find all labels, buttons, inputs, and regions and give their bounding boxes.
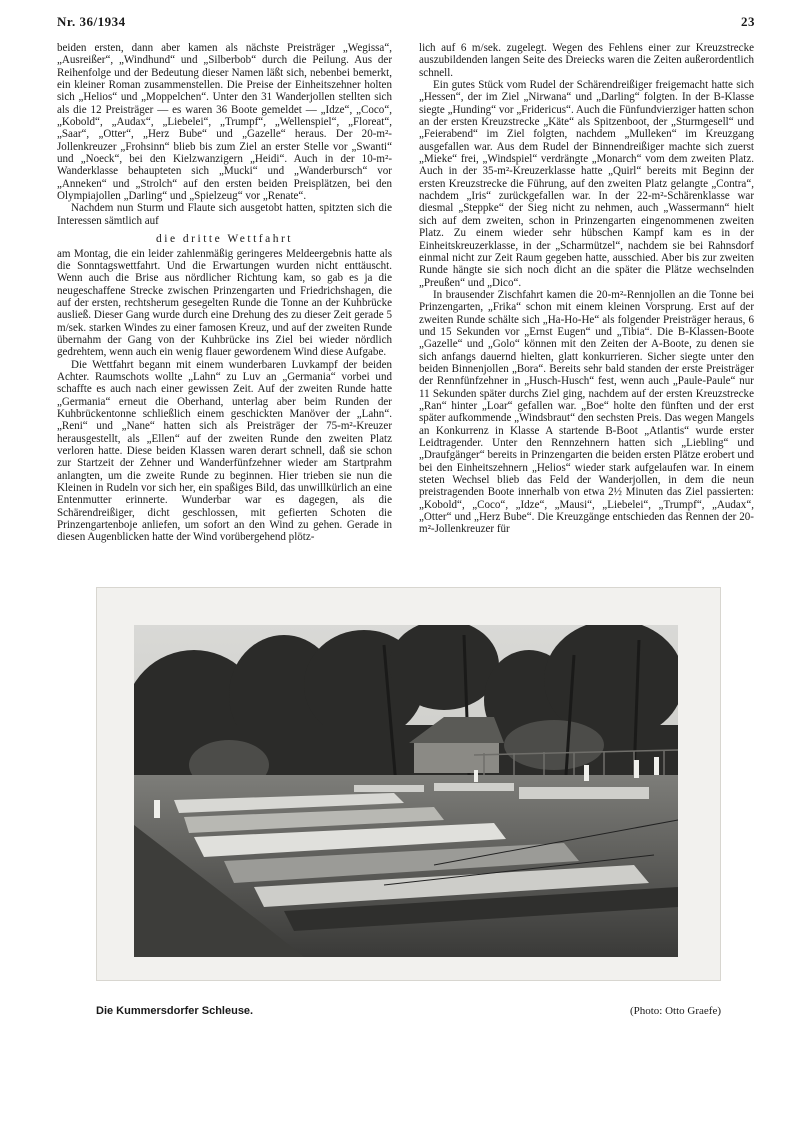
photo-credit: (Photo: Otto Graefe) (629, 1005, 721, 1017)
article-paragraph: beiden ersten, dann aber kamen als nächste Preisträger „Wegissa“, „Ausreißer“, „Windhund“ und „Silberbob“ durch die Peilung. Aus der Reihenfolge und der Bedeutung dieser Namen läßt sich, nebenbei bemerkt, ein kleiner Roman zusammenstellen. Die Preise der Einheitszehner holten sich „Helios“ und „Moppelchen“. Unter den 31 Wanderjollen stellten sich als die 12 Preisträger — es waren 36 Boote gemeldet — „Idze“, „Coco“, „Kobold“, „Audax“, „Liebelei“, „Trumpf“, „Wellenspiel“, „Floreat“, „Saar“, „Otter“, „Herz Bube“ und „Gazelle“ heraus. Der 20-m²-Jollenkreuzer „Frohsinn“ blieb bis zum Ziel an erster Stelle vor „Swanti“ und „Noeck“, bei den Kielzwanzigern „Heidi“. Auch in der 10-m²-Wanderklasse behaupteten sich „Mucki“ und „Wanderbursch“ vor „Anneken“ und „Strolch“ auf den ersten beiden Preisplätzen, bei den Olympiajollen „Darling“ und „Spielzeug“ vor „Renate“. (57, 42, 392, 203)
article-paragraph: lich auf 6 m/sek. zugelegt. Wegen des Fehlens einer zur Kreuzstrecke auszubildenden langen Seite des Dreiecks waren die Zeiten außerordentlich schnell. (419, 42, 754, 79)
page-number: 23 (741, 14, 755, 29)
article-paragraph: In brausender Zischfahrt kamen die 20-m²-Rennjollen an die Tonne bei Prinzengarten, „Frika“ schon mit einem kleinen Vorsprung. Erst auf der zweiten Runde schälte sich „Ha-Ho-He“ als folgender Preisträger heraus, 6 und 15 Sekunden vor „Ernst Eugen“ und „Tibia“. Die B-Klassen-Boote „Gazelle“ und „Golo“ können mit den Zeiten der A-Boote, zu denen sie sich anfangs dauernd hielten, glatt konkurrieren. Sicher siegte unter den beiden Binnenjollen „Bora“. Bereits sehr bald standen der erste Preisträger der Rennfünfzehner in „Husch-Husch“ fest, wenn auch „Paule-Paule“ nur 11 Sekunden später durchs Ziel ging, nachdem auf der ersten Kreuzstrecke „Ran“ hinter „Loar“ gefallen war. „Boe“ holte den fünften und der erst später aufkommende „Windsbraut“ den sechsten Preis. Das wegen Mangels an Konkurrenz in Klasse A startende B-Boot „Atlantis“ wurde erster Leidtragender. Unter den Rennzehnern hatten sich „Liebling“ und „Draufgänger“ bereits in Prinzengarten die beiden ersten Plätze erobert und bei den Einheitszehnern „Helios“ wieder stark aufgelaufen war. In einem steten Wechsel blieb das Feld der Wanderjollen, in dem die neun preistragenden Boote innerhalb von etwa 2½ Minuten das Ziel passierten: „Kobold“, „Coco“, „Idze“, „Mausi“, „Liebelei“, „Trumpf“, „Audax“, „Otter“ und „Herz Bube“. Die Kreuzgänge entschieden das Rennen der 20-m²-Jollenkreuzer für (419, 288, 754, 536)
lock-scene-image (134, 625, 678, 957)
left-text-column (57, 42, 392, 544)
right-text-column (419, 42, 754, 536)
article-paragraph: Die Wettfahrt begann mit einem wunderbaren Luvkampf der beiden Achter. Raumschots wollte „Lahn“ zu Luv an „Germania“ vorbei und schaffte es auch nach einer gewissen Zeit. Auf der zweiten Runde hatte „Germania“ erneut die Oberhand, unterlag aber beim Runden der Kuhbrückentonne schließlich einem geschickten Manöver der „Lahn“. „Reni“ und „Nane“ hatten sich als Preisträger der 75-m²-Kreuzer herausgestellt, als „Ellen“ auf der zweiten Runde den zweiten Platz verloren hatte. Diese beiden Klassen waren derart schnell, daß sie schon zur Startzeit der Zehner und Wanderfünfzehner wieder am Startprahm anlangten, um die zweite Runde zu beginnen. Hier trieben sie nun die Kleinen in Rudeln vor sich her, ein spaßiges Bild, das unwillkürlich an eine Entenmutter erinnerte. Wunderbar war es dagegen, als die Schärendreißiger, dicht geschlossen, mit gefierten Schoten die Prinzengartenboje anliefen, um sofort an den Wind zu gehen. Gerade in diesen Augenblicken hatte der Wind vorübergehend plötz- (57, 358, 392, 544)
article-paragraph: Nachdem nun Sturm und Flaute sich ausgetobt hatten, spitzten sich die Interessen sämtlich auf (57, 202, 392, 227)
issue-number: Nr. 36/1934 (57, 14, 126, 29)
photo-plate (96, 587, 721, 981)
section-heading: die dritte Wettfahrt (156, 233, 293, 246)
photo-caption: Die Kummersdorfer Schleuse. (96, 1005, 254, 1017)
lock-photograph (134, 625, 678, 957)
article-paragraph: Ein gutes Stück vom Rudel der Schärendreißiger freigemacht hatte sich „Hessen“, der im Ziel „Nirwana“ und „Darling“ folgten. In der B-Klasse siegte „Hunding“ vor „Fridericus“. Auch die Fünfundvierziger hatten schon an der ersten Kreuzstrecke „Käte“ als Spitzenboot, der „Sturmgesell“ und „Feierabend“ im Ziel folgten, nachdem „Mulleken“ im Kreuzgang ausgefallen war. Aus dem Rudel der Binnendreißiger machte sich zuerst „Mieke“ frei, „Windspiel“ verdrängte „Monarch“ vom dem zweiten Platz. Auch in der 35-m²-Kreuzerklasse hatte „Quirl“ bereits mit Beginn der ersten Kreuzstrecke die Führung, auf den zweiten Platz gelangte „Contra“, nachdem „Iris“ zurückgefallen war. In der 22-m²-Schärenklasse war diesmal „Steppke“ der Sieg nicht zu nehmen, auch „Wassermann“ hielt sich auf dem zweiten, schon in Prinzengarten eingenommenen zweiten Platz. Zu einem wieder sehr hübschen Kampf kam es in der Einheitskreuzerklasse, in der „Scharmützel“, nachdem sie bei Rahnsdorf einmal nicht zur Zeit Raum gegeben hatte, ausschied. Aber bis zur zweiten Runde hängte sie sich noch dicht an die später die Plätze wechselnden „Preußen“ und „Dico“. (419, 79, 754, 289)
article-paragraph: am Montag, die ein leider zahlenmäßig geringeres Meldeergebnis hatte als die Sonntagswettfahrt. Und die Erwartungen wurden nicht enttäuscht. Wenn auch die Brise aus nördlicher Richtung kam, so gab es ja die neugeschaffene Strecke zwischen Prinzengarten und Friedrichshagen, die auf der ersten, rechtsherum gesegelten Runde die Tonne an der Kuhbrücke ausließ. Dieser Gang wurde durch eine Drehung des zu dieser Zeit gerade 5 m/sek. starken Windes zu einer famosen Kreuz, und auf der zweiten Runde übernahm der Gang von der Kuhbrücke ins Ziel bei wieder nördlich gedrehtem, wenn auch ein wenig flauer gewordenem Wind diese Aufgabe. (57, 247, 392, 359)
